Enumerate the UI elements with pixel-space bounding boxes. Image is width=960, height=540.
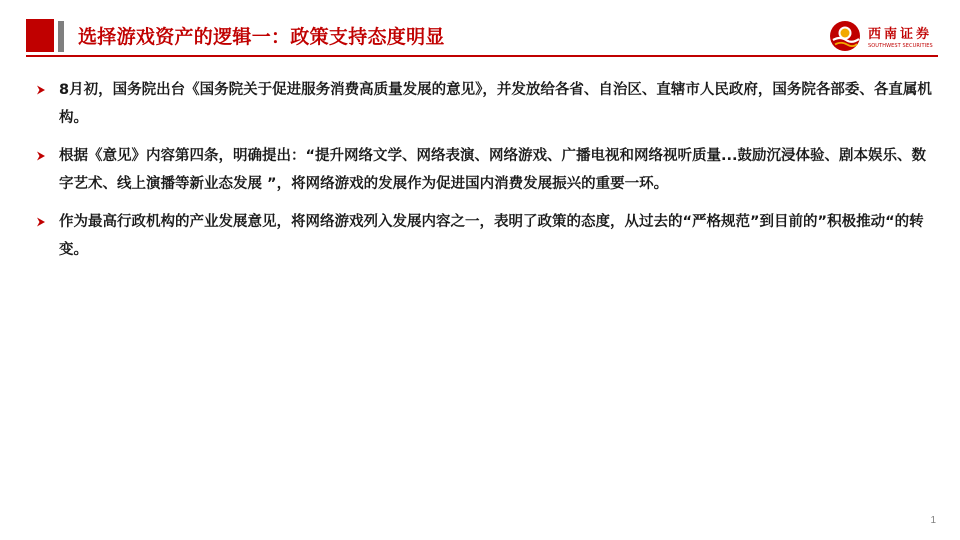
- header-red-block: [26, 19, 54, 52]
- header-rule: [26, 55, 938, 57]
- arrow-bullet-icon: [36, 217, 46, 227]
- bullet-item-3: [36, 208, 936, 264]
- header-gray-bar: [58, 21, 64, 52]
- page-number: 1: [930, 515, 936, 526]
- bullet-item-2: [36, 142, 936, 198]
- bullet-text: 根据《意见》内容第四条，明确提出：“提升网络文学、网络表演、网络游戏、广播电视和网络视听质量...鼓励沉浸体验、剧本娱乐、数字艺术、线上演播等新业态发展 ”，将网络游戏的发展作为促进国内消费发展振兴的重要一环。: [59, 148, 927, 192]
- arrow-bullet-icon: [36, 85, 46, 95]
- bullet-text: 8月初，国务院出台《国务院关于促进服务消费高质量发展的意见》，并发放给各省、自治区、直辖市人民政府，国务院各部委、各直属机构。: [59, 82, 932, 126]
- logo-subtitle: SOUTHWEST SECURITIES: [868, 43, 933, 49]
- bullet-item-1: [36, 76, 936, 132]
- sun-swirl-logo-icon: [828, 19, 862, 53]
- bullet-list: [36, 76, 936, 274]
- slide-header: [0, 0, 960, 60]
- logo-name: 西南证券: [868, 27, 933, 42]
- arrow-bullet-icon: [36, 151, 46, 161]
- bullet-text: 作为最高行政机构的产业发展意见，将网络游戏列入发展内容之一，表明了政策的态度，从过去的“严格规范”到目前的”积极推动“的转变。: [59, 214, 924, 258]
- slide-title: 选择游戏资产的逻辑一：政策支持态度明显: [78, 26, 445, 48]
- company-logo: [826, 17, 940, 55]
